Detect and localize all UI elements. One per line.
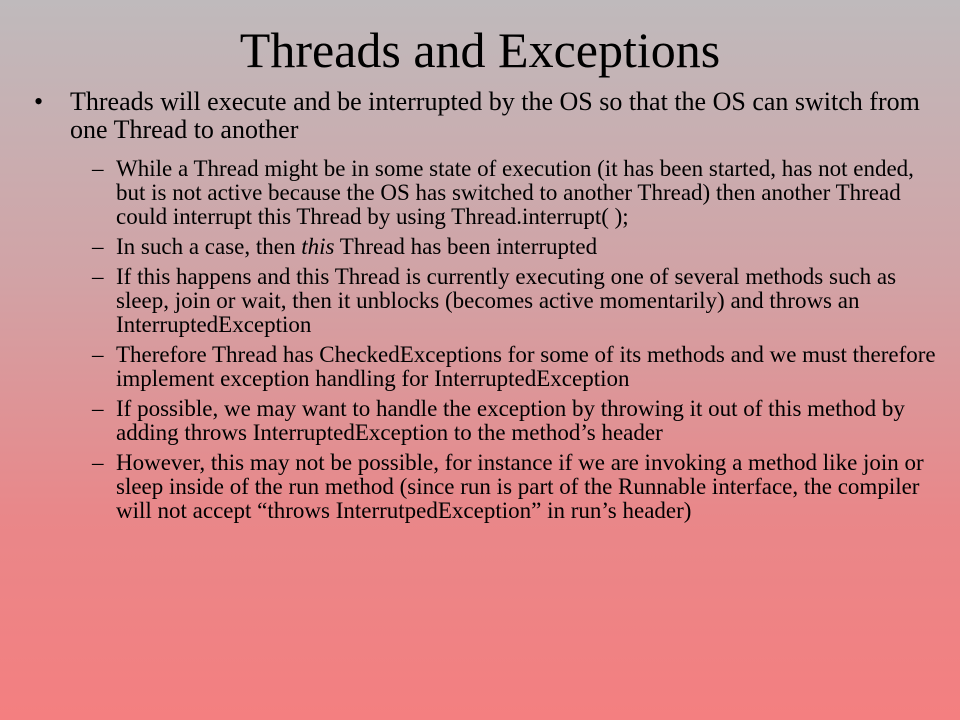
sub-bullet-item <box>0 265 960 337</box>
sub-bullet-item <box>0 235 960 259</box>
dash-marker: – <box>92 450 104 475</box>
main-bullet-text: Threads will execute and be interrupted by the OS so that the OS can switch from one Thread to another <box>70 87 920 144</box>
dash-marker: – <box>92 156 104 181</box>
sub-bullet-list <box>0 157 960 529</box>
sub-bullet-text: While a Thread might be in some state of execution (it has been started, has not ended, but is not active because the OS has switched to another Thread) then another Thread could interrupt this Thread by using Thread.interrupt( ); <box>116 156 914 229</box>
sub-bullet-text: If possible, we may want to handle the exception by throwing it out of this method by adding throws InterruptedException to the method’s header <box>116 396 905 445</box>
dash-marker: – <box>92 342 104 367</box>
sub-bullet-text <box>116 235 936 259</box>
bullet-marker: • <box>34 87 44 116</box>
sub-bullet-text-after: Thread has been interrupted <box>334 234 598 259</box>
dash-marker: – <box>92 234 104 259</box>
sub-bullet-text-before: In such a case, then <box>116 234 302 259</box>
slide-title: Threads and Exceptions <box>239 22 721 78</box>
sub-bullet-text: Therefore Thread has CheckedExceptions for some of its methods and we must therefore implement exception handling for InterruptedException <box>116 342 936 391</box>
sub-bullet-item <box>0 397 960 445</box>
emphasized-word: this <box>301 234 335 259</box>
sub-bullet-item <box>0 451 960 523</box>
sub-bullet-item <box>0 157 960 229</box>
dash-marker: – <box>92 264 104 289</box>
dash-marker: – <box>92 396 104 421</box>
sub-bullet-text: If this happens and this Thread is currently executing one of several methods such as sleep, join or wait, then it unblocks (becomes active momentarily) and throws an InterruptedException <box>116 264 897 337</box>
sub-bullet-text: However, this may not be possible, for instance if we are invoking a method like join or sleep inside of the run method (since run is part of the Runnable interface, the compiler will not accept “throws InterrutpedException” in run’s header) <box>116 450 924 523</box>
sub-bullet-item <box>0 343 960 391</box>
